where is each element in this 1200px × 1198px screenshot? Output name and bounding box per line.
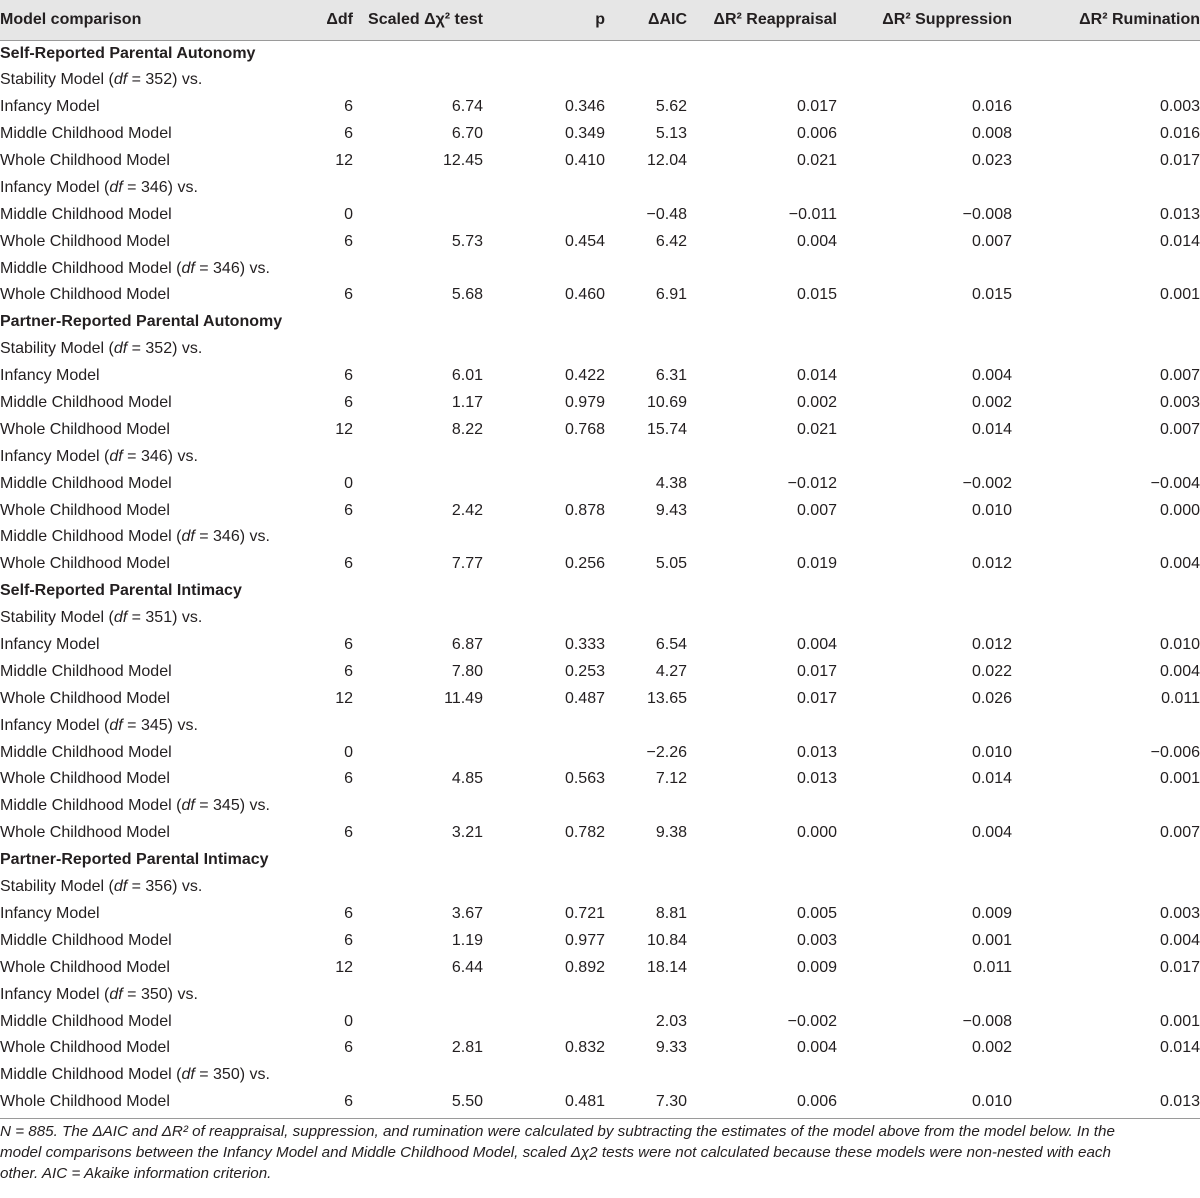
cell-scaled-chi: 8.22 [451, 420, 483, 438]
cell-p: 0.349 [564, 125, 605, 143]
cell-scaled-chi: 2.42 [451, 501, 483, 519]
cell-delta-df: 0 [344, 474, 353, 492]
cell-delta-df: 12 [335, 689, 353, 707]
row-label: Whole Childhood Model [0, 286, 170, 304]
table-row [0, 148, 1200, 175]
table-row [0, 632, 1200, 659]
comparison-baseline-label: Stability Model (df = 352) vs. [0, 71, 203, 89]
row-label: Whole Childhood Model [0, 501, 170, 519]
cell-r2-reappraisal: −0.011 [788, 205, 837, 223]
section-title: Self-Reported Parental Autonomy [0, 44, 256, 62]
cell-r2-suppression: 0.008 [971, 125, 1012, 143]
cell-scaled-chi [365, 739, 497, 766]
cell-r2-suppression: 0.001 [971, 931, 1012, 949]
cell-delta-aic: 7.12 [655, 770, 687, 788]
header-delta-aic: ΔAIC [617, 0, 699, 40]
table-row [0, 228, 1200, 255]
cell-r2-suppression: 0.012 [971, 555, 1012, 573]
table-row [0, 954, 1200, 981]
comparison-baseline-row [0, 874, 1200, 901]
cell-delta-aic: 13.65 [646, 689, 687, 707]
comparison-baseline-row [0, 712, 1200, 739]
cell-r2-reappraisal: 0.017 [796, 689, 837, 707]
comparison-baseline-row [0, 255, 1200, 282]
cell-r2-suppression: 0.015 [971, 286, 1012, 304]
table-row [0, 766, 1200, 793]
cell-r2-suppression: 0.007 [971, 232, 1012, 250]
cell-r2-reappraisal: 0.021 [796, 420, 837, 438]
cell-r2-suppression: 0.010 [971, 743, 1012, 761]
cell-r2-rumination: 0.013 [1159, 205, 1200, 223]
cell-delta-aic: 5.62 [655, 98, 687, 116]
cell-p: 0.721 [564, 904, 605, 922]
table-row [0, 1008, 1200, 1035]
cell-r2-rumination: 0.003 [1159, 904, 1200, 922]
cell-p: 0.892 [564, 958, 605, 976]
cell-delta-df: 6 [344, 1093, 353, 1111]
comparison-baseline-row [0, 336, 1200, 363]
cell-delta-df: 0 [344, 1012, 353, 1030]
comparison-baseline-label: Infancy Model (df = 345) vs. [0, 716, 198, 734]
cell-r2-rumination: 0.010 [1159, 636, 1200, 654]
cell-p [497, 739, 617, 766]
header-p: p [497, 0, 617, 40]
cell-delta-aic: 10.69 [646, 394, 687, 412]
header-r2-suppression: ΔR² Suppression [849, 0, 1024, 40]
comparison-baseline-label: Middle Childhood Model (df = 345) vs. [0, 797, 270, 815]
cell-r2-suppression: 0.014 [971, 770, 1012, 788]
cell-delta-aic: 6.91 [655, 286, 687, 304]
cell-scaled-chi: 6.01 [451, 367, 483, 385]
cell-r2-rumination: 0.007 [1159, 420, 1200, 438]
row-label: Whole Childhood Model [0, 1093, 170, 1111]
cell-p: 0.256 [564, 555, 605, 573]
cell-scaled-chi: 6.74 [451, 98, 483, 116]
cell-delta-aic: 6.54 [655, 636, 687, 654]
section-title: Partner-Reported Parental Autonomy [0, 313, 283, 331]
cell-delta-aic: 5.05 [655, 555, 687, 573]
cell-scaled-chi: 2.81 [451, 1039, 483, 1057]
cell-r2-suppression: 0.002 [971, 394, 1012, 412]
cell-r2-rumination: 0.003 [1159, 98, 1200, 116]
cell-r2-suppression: 0.012 [971, 636, 1012, 654]
table-row [0, 685, 1200, 712]
cell-scaled-chi: 5.73 [451, 232, 483, 250]
cell-p: 0.422 [564, 367, 605, 385]
cell-delta-df: 6 [344, 125, 353, 143]
header-row [0, 0, 1200, 40]
comparison-baseline-row [0, 67, 1200, 94]
cell-r2-rumination: 0.016 [1159, 125, 1200, 143]
table-row [0, 1089, 1200, 1116]
footnote-line-3: other. AIC = Akaike information criterion. [0, 1164, 272, 1182]
cell-delta-aic: 8.81 [655, 904, 687, 922]
cell-r2-suppression: 0.026 [971, 689, 1012, 707]
comparison-baseline-row [0, 605, 1200, 632]
cell-r2-rumination: −0.006 [1150, 743, 1200, 761]
section-header-row [0, 40, 1200, 67]
header-scaled-chi-test: Scaled Δχ² test [365, 0, 497, 40]
cell-delta-df: 6 [344, 824, 353, 842]
cell-r2-rumination: −0.004 [1150, 474, 1200, 492]
row-label: Infancy Model [0, 904, 100, 922]
table-row [0, 282, 1200, 309]
cell-r2-reappraisal: 0.015 [796, 286, 837, 304]
cell-p [497, 201, 617, 228]
cell-delta-df: 6 [344, 232, 353, 250]
cell-r2-rumination: 0.003 [1159, 394, 1200, 412]
row-label: Middle Childhood Model [0, 743, 172, 761]
row-label: Middle Childhood Model [0, 205, 172, 223]
cell-r2-rumination: 0.004 [1159, 931, 1200, 949]
cell-r2-reappraisal: 0.017 [796, 98, 837, 116]
table-row [0, 363, 1200, 390]
cell-scaled-chi: 7.80 [451, 662, 483, 680]
cell-r2-rumination: 0.000 [1159, 501, 1200, 519]
cell-delta-aic: −0.48 [646, 205, 687, 223]
cell-delta-df: 6 [344, 501, 353, 519]
comparison-baseline-row [0, 443, 1200, 470]
comparison-baseline-label: Middle Childhood Model (df = 346) vs. [0, 528, 270, 546]
cell-scaled-chi [365, 470, 497, 497]
cell-p: 0.768 [564, 420, 605, 438]
cell-r2-reappraisal: 0.005 [796, 904, 837, 922]
cell-r2-rumination: 0.007 [1159, 367, 1200, 385]
row-label: Whole Childhood Model [0, 420, 170, 438]
row-label: Middle Childhood Model [0, 394, 172, 412]
row-label: Middle Childhood Model [0, 125, 172, 143]
cell-scaled-chi: 6.87 [451, 636, 483, 654]
cell-r2-reappraisal: 0.004 [796, 232, 837, 250]
comparison-baseline-label: Stability Model (df = 351) vs. [0, 609, 203, 627]
table-row [0, 416, 1200, 443]
cell-p: 0.977 [564, 931, 605, 949]
cell-delta-aic: 9.38 [655, 824, 687, 842]
cell-p: 0.460 [564, 286, 605, 304]
row-label: Whole Childhood Model [0, 1039, 170, 1057]
comparison-baseline-label: Infancy Model (df = 350) vs. [0, 985, 198, 1003]
comparison-baseline-label: Infancy Model (df = 346) vs. [0, 447, 198, 465]
section-title: Self-Reported Parental Intimacy [0, 582, 242, 600]
cell-delta-df: 6 [344, 636, 353, 654]
table-row [0, 121, 1200, 148]
cell-p: 0.333 [564, 636, 605, 654]
cell-delta-aic: 9.43 [655, 501, 687, 519]
cell-r2-rumination: 0.004 [1159, 662, 1200, 680]
cell-r2-suppression: 0.011 [973, 958, 1012, 976]
cell-delta-aic: −2.26 [646, 743, 687, 761]
cell-r2-rumination: 0.013 [1159, 1093, 1200, 1111]
cell-p: 0.253 [564, 662, 605, 680]
cell-delta-aic: 12.04 [646, 152, 687, 169]
footnote-line-1: N = 885. The ΔAIC and ΔR² of reappraisal, suppression, and rumination were calculated by subtracting the estimates of the model above from the model below. In the [0, 1122, 1115, 1140]
cell-r2-reappraisal: 0.009 [796, 958, 837, 976]
cell-p: 0.563 [564, 770, 605, 788]
cell-r2-suppression: −0.008 [962, 1012, 1012, 1030]
table-row [0, 470, 1200, 497]
cell-r2-suppression: −0.002 [962, 474, 1012, 492]
row-label: Whole Childhood Model [0, 958, 170, 976]
cell-delta-aic: 9.33 [655, 1039, 687, 1057]
cell-delta-df: 0 [344, 205, 353, 223]
cell-delta-df: 6 [344, 931, 353, 949]
cell-scaled-chi [365, 201, 497, 228]
cell-r2-suppression: 0.016 [971, 98, 1012, 116]
cell-r2-reappraisal: 0.003 [796, 931, 837, 949]
row-label: Middle Childhood Model [0, 931, 172, 949]
cell-delta-aic: 10.84 [646, 931, 687, 949]
cell-r2-suppression: 0.010 [971, 1093, 1012, 1111]
cell-delta-aic: 5.13 [655, 125, 687, 143]
cell-r2-reappraisal: 0.013 [796, 770, 837, 788]
table-body [0, 40, 1200, 1116]
cell-delta-aic: 4.38 [655, 474, 687, 492]
cell-p [497, 1008, 617, 1035]
cell-delta-aic: 6.42 [655, 232, 687, 250]
comparison-baseline-label: Middle Childhood Model (df = 350) vs. [0, 1066, 270, 1084]
cell-delta-df: 12 [335, 958, 353, 976]
cell-r2-reappraisal: −0.002 [787, 1012, 837, 1030]
cell-p: 0.979 [564, 394, 605, 412]
row-label: Middle Childhood Model [0, 474, 172, 492]
cell-scaled-chi: 11.49 [444, 689, 483, 707]
cell-r2-reappraisal: 0.014 [796, 367, 837, 385]
comparison-baseline-label: Infancy Model (df = 346) vs. [0, 178, 198, 196]
cell-r2-reappraisal: 0.013 [796, 743, 837, 761]
cell-r2-suppression: 0.009 [971, 904, 1012, 922]
cell-delta-df: 6 [344, 367, 353, 385]
cell-p: 0.410 [564, 152, 605, 169]
cell-r2-reappraisal: 0.006 [796, 1093, 837, 1111]
cell-p: 0.481 [564, 1093, 605, 1111]
table-row [0, 739, 1200, 766]
cell-r2-rumination: 0.007 [1159, 824, 1200, 842]
cell-p [497, 470, 617, 497]
cell-r2-rumination: 0.017 [1159, 152, 1200, 169]
table-row [0, 927, 1200, 954]
cell-scaled-chi: 6.70 [451, 125, 483, 143]
cell-delta-df: 6 [344, 286, 353, 304]
cell-p: 0.487 [564, 689, 605, 707]
cell-r2-reappraisal: 0.019 [796, 555, 837, 573]
cell-r2-reappraisal: −0.012 [787, 474, 837, 492]
cell-r2-suppression: 0.014 [971, 420, 1012, 438]
cell-r2-rumination: 0.011 [1161, 689, 1200, 707]
row-label: Whole Childhood Model [0, 824, 170, 842]
cell-delta-aic: 4.27 [655, 662, 687, 680]
comparison-baseline-label: Stability Model (df = 352) vs. [0, 340, 203, 358]
cell-r2-reappraisal: 0.004 [796, 636, 837, 654]
section-header-row [0, 578, 1200, 605]
cell-r2-rumination: 0.014 [1159, 232, 1200, 250]
cell-scaled-chi: 1.19 [451, 931, 483, 949]
cell-r2-suppression: 0.004 [971, 367, 1012, 385]
cell-delta-df: 6 [344, 98, 353, 116]
row-label: Middle Childhood Model [0, 662, 172, 680]
cell-delta-aic: 6.31 [655, 367, 687, 385]
cell-p: 0.346 [564, 98, 605, 116]
cell-delta-df: 0 [344, 743, 353, 761]
cell-delta-df: 12 [335, 420, 353, 438]
cell-r2-reappraisal: 0.017 [796, 662, 837, 680]
cell-scaled-chi: 6.44 [451, 958, 483, 976]
section-header-row [0, 847, 1200, 874]
table-row [0, 1035, 1200, 1062]
table-row [0, 658, 1200, 685]
section-title: Partner-Reported Parental Intimacy [0, 851, 269, 869]
cell-r2-suppression: −0.008 [962, 205, 1012, 223]
table-footnote [0, 1118, 1200, 1184]
cell-scaled-chi: 1.17 [451, 394, 483, 412]
cell-r2-suppression: 0.023 [971, 152, 1012, 169]
cell-delta-aic: 2.03 [655, 1012, 687, 1030]
cell-delta-df: 6 [344, 662, 353, 680]
cell-scaled-chi [365, 1008, 497, 1035]
cell-r2-suppression: 0.002 [971, 1039, 1012, 1057]
row-label: Whole Childhood Model [0, 770, 170, 788]
cell-r2-reappraisal: 0.002 [796, 394, 837, 412]
table-row [0, 94, 1200, 121]
comparison-baseline-label: Stability Model (df = 356) vs. [0, 878, 203, 896]
row-label: Infancy Model [0, 367, 100, 385]
comparison-baseline-row [0, 981, 1200, 1008]
header-r2-rumination: ΔR² Rumination [1024, 0, 1200, 40]
cell-r2-rumination: 0.017 [1159, 958, 1200, 976]
row-label: Infancy Model [0, 636, 100, 654]
header-model-comparison: Model comparison [0, 0, 300, 40]
cell-delta-df: 6 [344, 1039, 353, 1057]
cell-r2-reappraisal: 0.007 [796, 501, 837, 519]
row-label: Whole Childhood Model [0, 152, 170, 169]
table-row [0, 497, 1200, 524]
table-row [0, 551, 1200, 578]
cell-delta-aic: 18.14 [646, 958, 687, 976]
cell-r2-suppression: 0.004 [971, 824, 1012, 842]
row-label: Middle Childhood Model [0, 1012, 172, 1030]
cell-scaled-chi: 4.85 [451, 770, 483, 788]
footnote-line-2: model comparisons between the Infancy Model and Middle Childhood Model, scaled Δχ2 tests were not calculated because these models were non-nested with each [0, 1143, 1111, 1161]
cell-r2-reappraisal: 0.000 [796, 824, 837, 842]
cell-p: 0.832 [564, 1039, 605, 1057]
table-row [0, 201, 1200, 228]
cell-delta-df: 6 [344, 904, 353, 922]
cell-scaled-chi: 3.21 [451, 824, 483, 842]
comparison-baseline-row [0, 524, 1200, 551]
cell-scaled-chi: 12.45 [442, 152, 483, 169]
table-row [0, 820, 1200, 847]
comparison-baseline-row [0, 793, 1200, 820]
row-label: Whole Childhood Model [0, 555, 170, 573]
comparison-baseline-label: Middle Childhood Model (df = 346) vs. [0, 259, 270, 277]
cell-delta-df: 6 [344, 394, 353, 412]
cell-delta-df: 12 [335, 152, 353, 169]
cell-r2-reappraisal: 0.021 [796, 152, 837, 169]
cell-r2-rumination: 0.001 [1159, 770, 1200, 788]
comparison-baseline-row [0, 174, 1200, 201]
cell-r2-suppression: 0.022 [971, 662, 1012, 680]
cell-delta-df: 6 [344, 770, 353, 788]
row-label: Whole Childhood Model [0, 232, 170, 250]
cell-r2-suppression: 0.010 [971, 501, 1012, 519]
cell-delta-df: 6 [344, 555, 353, 573]
comparison-baseline-row [0, 1062, 1200, 1089]
row-label: Whole Childhood Model [0, 689, 170, 707]
cell-scaled-chi: 7.77 [451, 555, 483, 573]
cell-p: 0.782 [564, 824, 605, 842]
row-label: Infancy Model [0, 98, 100, 116]
table-row [0, 390, 1200, 417]
cell-delta-aic: 15.74 [646, 420, 687, 438]
cell-scaled-chi: 5.68 [451, 286, 483, 304]
cell-p: 0.878 [564, 501, 605, 519]
section-header-row [0, 309, 1200, 336]
cell-scaled-chi: 5.50 [451, 1093, 483, 1111]
table-header [0, 0, 1200, 40]
cell-scaled-chi: 3.67 [451, 904, 483, 922]
cell-r2-reappraisal: 0.006 [796, 125, 837, 143]
cell-r2-rumination: 0.014 [1159, 1039, 1200, 1057]
cell-r2-reappraisal: 0.004 [796, 1039, 837, 1057]
cell-r2-rumination: 0.001 [1159, 1012, 1200, 1030]
cell-p: 0.454 [564, 232, 605, 250]
cell-r2-rumination: 0.001 [1159, 286, 1200, 304]
cell-delta-aic: 7.30 [655, 1093, 687, 1111]
cell-r2-rumination: 0.004 [1159, 555, 1200, 573]
table-row [0, 901, 1200, 928]
header-delta-df: Δdf [300, 0, 365, 40]
header-r2-reappraisal: ΔR² Reappraisal [699, 0, 849, 40]
